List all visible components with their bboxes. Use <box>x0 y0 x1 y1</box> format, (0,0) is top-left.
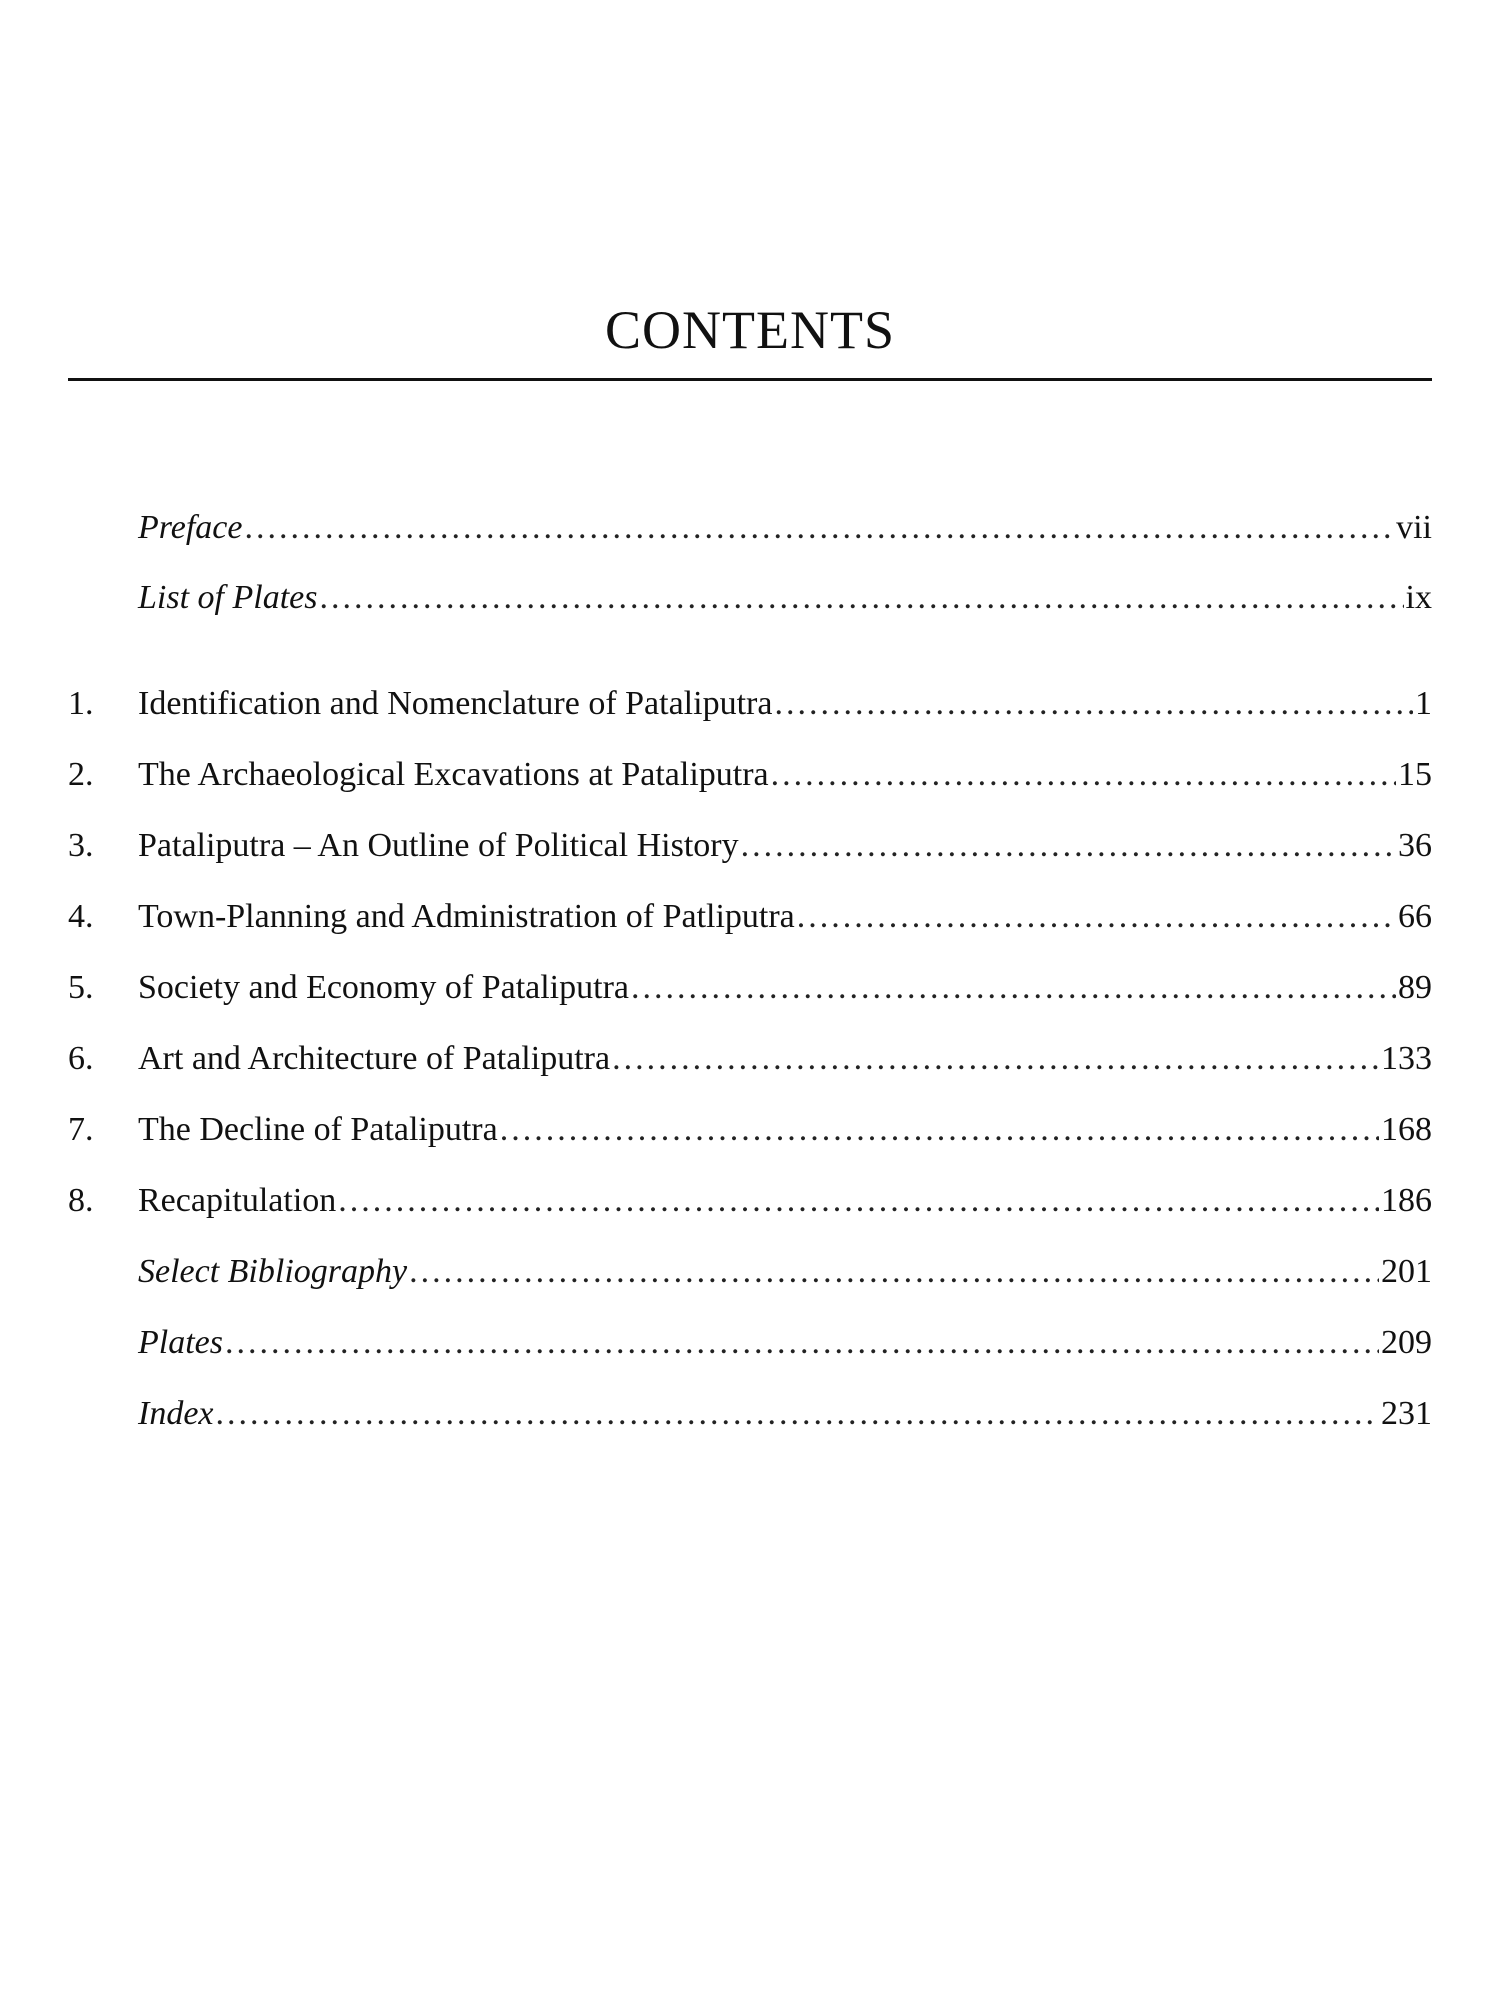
chapter-number: 3. <box>68 827 94 864</box>
toc-entry-label: Recapitulation <box>138 1182 337 1219</box>
toc-entry-chapter-7[interactable] <box>68 1106 1432 1154</box>
toc-entry-label: The Decline of Pataliputra <box>138 1111 498 1148</box>
toc-entry-index[interactable] <box>68 1390 1432 1438</box>
toc-page-number: 209 <box>1381 1324 1432 1361</box>
dot-leader <box>244 504 1394 552</box>
dot-leader <box>774 680 1413 728</box>
toc-entry-label: Society and Economy of Pataliputra <box>138 969 629 1006</box>
toc-entry-plates[interactable] <box>68 1319 1432 1367</box>
toc-page-number: 231 <box>1381 1395 1432 1432</box>
toc-page-number: 15 <box>1398 756 1432 793</box>
chapter-number: 6. <box>68 1040 94 1077</box>
toc-entry-label: Town-Planning and Administration of Patliputra <box>138 898 795 935</box>
chapter-number: 7. <box>68 1111 94 1148</box>
toc-entry-chapter-1[interactable] <box>68 680 1432 728</box>
toc-page-number: 66 <box>1398 898 1432 935</box>
dot-leader <box>319 574 1403 622</box>
toc-entry-label: Art and Architecture of Pataliputra <box>138 1040 611 1077</box>
toc-page-number: 1 <box>1415 685 1432 722</box>
dot-leader <box>500 1106 1379 1154</box>
toc-entry-label: Select Bibliography <box>138 1253 408 1290</box>
toc-entry-label: Preface <box>138 509 243 546</box>
dot-leader <box>409 1248 1379 1296</box>
title-rule <box>68 378 1432 381</box>
toc-entry-chapter-3[interactable] <box>68 822 1432 870</box>
toc-entry-label: Index <box>138 1395 214 1432</box>
chapter-number: 2. <box>68 756 94 793</box>
toc-page-number: ix <box>1405 579 1432 616</box>
toc-entry-chapter-4[interactable] <box>68 893 1432 941</box>
toc-page-number: 186 <box>1381 1182 1432 1219</box>
toc-entry-chapter-2[interactable] <box>68 751 1432 799</box>
toc-entry-label: Identification and Nomenclature of Pataliputra <box>138 685 773 722</box>
dot-leader <box>338 1177 1379 1225</box>
toc-page-number: 133 <box>1381 1040 1432 1077</box>
toc-page-number: 36 <box>1398 827 1432 864</box>
toc-entry-label: Plates <box>138 1324 223 1361</box>
toc-entry-list-of-plates[interactable] <box>68 574 1432 622</box>
toc-entry-chapter-6[interactable] <box>68 1035 1432 1083</box>
toc-page-number: 168 <box>1381 1111 1432 1148</box>
toc-page-number: vii <box>1396 509 1432 546</box>
dot-leader <box>741 822 1396 870</box>
chapter-number: 4. <box>68 898 94 935</box>
toc-entry-label: Pataliputra – An Outline of Political History <box>138 827 739 864</box>
toc-page-number: 89 <box>1398 969 1432 1006</box>
toc-entry-chapter-8[interactable] <box>68 1177 1432 1225</box>
dot-leader <box>225 1319 1379 1367</box>
dot-leader <box>631 964 1396 1012</box>
dot-leader <box>216 1390 1379 1438</box>
dot-leader <box>797 893 1396 941</box>
toc-entry-label: The Archaeological Excavations at Pataliputra <box>138 756 769 793</box>
toc-page-number: 201 <box>1381 1253 1432 1290</box>
toc-entry-chapter-5[interactable] <box>68 964 1432 1012</box>
toc-entry-label: List of Plates <box>138 579 318 616</box>
dot-leader <box>612 1035 1379 1083</box>
toc-entry-select-bibliography[interactable] <box>68 1248 1432 1296</box>
chapter-number: 5. <box>68 969 94 1006</box>
chapter-number: 8. <box>68 1182 94 1219</box>
toc-entry-preface[interactable] <box>68 504 1432 552</box>
page-title: CONTENTS <box>605 300 895 360</box>
dot-leader <box>771 751 1396 799</box>
chapter-number: 1. <box>68 685 94 722</box>
